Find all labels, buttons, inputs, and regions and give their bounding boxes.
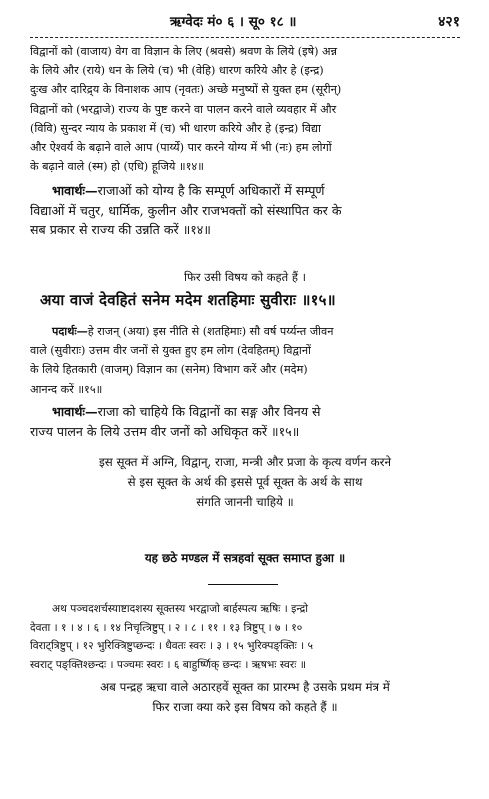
bhavartha-line: राजा को चाहिये कि विद्वानों का सङ्ग और विनय से: [97, 404, 321, 419]
bhavartha-label: भावार्थः—: [52, 404, 98, 419]
intro-line: अब पन्द्रह ऋचा वाले अठारहवें सूक्त का प्रारम्भ है उसके प्रथम मंत्र में: [100, 680, 390, 694]
page-header: [30, 12, 460, 32]
intro-line: फिर राजा क्या करे इस विषय को कहते हैं ॥: [152, 700, 338, 714]
commentary-line: दुःख और दारिद्र्य के विनाशक आप (नृवतः) अच्छे मनुष्यों से युक्त हम (सूरीन्): [30, 83, 342, 97]
padartha-line: हे राजन् (अया) इस नीति से (शतहिमाः) सौ वर्ष पर्य्यन्त जीवन: [87, 325, 334, 338]
header-rule: [30, 37, 460, 38]
next-sukta-intro: [30, 677, 460, 717]
running-title: ऋग्वेदः मं० ६ । सू० १८ ॥: [170, 14, 297, 30]
bhavartha-line: सब प्रकार से राज्य की उन्नति करें ॥१४॥: [30, 222, 211, 237]
commentary-line: और ऐश्वर्य के बढ़ाने वाले आप (पार्य्ये) पार करने योग्य में भी (नः) हम लोगों: [30, 141, 332, 155]
bhavartha-15: [30, 402, 460, 441]
sukta-summary: [30, 452, 460, 512]
summary-line: इस सूक्त में अग्नि, विद्वान्, राजा, मन्त्री और प्रजा के कृत्य वर्णन करने: [98, 455, 392, 469]
next-sukta-meta: [30, 600, 460, 674]
bhavartha-label: भावार्थः—: [52, 183, 98, 198]
commentary-line: के लिये और (राये) धन के लिये (च) भी (वेहि) धारण करिये और हे (इन्द्र): [30, 64, 324, 78]
bhavartha-line: राजाओं को योग्य है कि सम्पूर्ण अधिकारों में सम्पूर्ण: [97, 183, 325, 198]
meta-line: देवता । १ । ४ । ६ । १४ निचृत्त्रिष्टुप् । २ । ८ । ११ । १३ त्रिष्टुप् । ७ । १०: [30, 621, 303, 634]
padartha-line: आनन्द करें ॥१५॥: [30, 382, 103, 396]
section-divider: [208, 584, 278, 585]
summary-line: संगति जाननी चाहिये ॥: [196, 495, 294, 509]
page-number: ४२१: [438, 14, 460, 30]
commentary-paragraph: [30, 42, 460, 176]
padartha-paragraph: [30, 322, 460, 399]
meta-line: विराट्त्रिष्टुप् । १२ भुरिक्त्रिष्टुप्छन्दः । धैवतः स्वरः । ३ । १५ भुरिक्पङ्क्तिः । ५: [30, 640, 314, 653]
bhavartha-line: राज्य पालन के लिये उत्तम वीर जनों को अधिकृत करें ॥१५॥: [30, 423, 300, 439]
padartha-line: के लिये हितकारी (वाजम्) विज्ञान का (सनेम) विभाग करें और (मदेम): [30, 363, 308, 377]
bhavartha-line: विद्याओं में चतुर, धार्मिक, कुलीन और राजभक्तों को संस्थापित कर के: [30, 202, 342, 218]
padartha-label: पदार्थः—: [52, 324, 88, 338]
bhavartha-14: [30, 181, 460, 240]
meta-line: स्वराट् पङ्क्तिश्छन्दः । पञ्चमः स्वरः । ६ बाहुर्ष्णिक् छन्दः । ऋषभः स्वरः ॥: [30, 658, 307, 671]
meta-line: अथ पञ्चदशर्चस्याष्टादशस्य सूक्तस्य भरद्वाजो बार्हस्पत्य ऋषिः । इन्द्रो: [52, 603, 308, 615]
commentary-line: के बढ़ाने वाले (स्म) हो (एधि) हूजिये ॥१४॥: [30, 160, 204, 174]
mantra-verse: अया वाजं देवहितं सनेम मदेम शतहिमाः सुवीराः ॥१५॥: [40, 291, 336, 309]
intro-line: फिर उसी विषय को कहते हैं ।: [184, 270, 306, 284]
commentary-line: विद्वानों को (वाजाय) वेग वा विज्ञान के लिए (श्रवसे) श्रवण के लिये (इषे) अन्न: [30, 45, 337, 58]
padartha-line: वाले (सुवीराः) उत्तम वीर जनों से युक्त हुए हम लोग (देवहितम्) विद्वानों: [30, 344, 311, 358]
commentary-line: विद्वानों को (भरद्वाजे) राज्य के पुष्ट करने वा पालन करने वाले व्यवहार में और: [30, 102, 337, 116]
commentary-line: (विवि) सुन्दर न्याय के प्रकाश में (च) भी धारण करिये और हे (इन्द्र) विद्या: [30, 121, 321, 135]
completion-note: यह छठे मण्डल में सत्रहवां सूक्त समाप्त हुआ ॥: [144, 551, 346, 565]
summary-line: से इस सूक्त के अर्थ की इससे पूर्व सूक्त के अर्थ के साथ: [127, 475, 363, 489]
